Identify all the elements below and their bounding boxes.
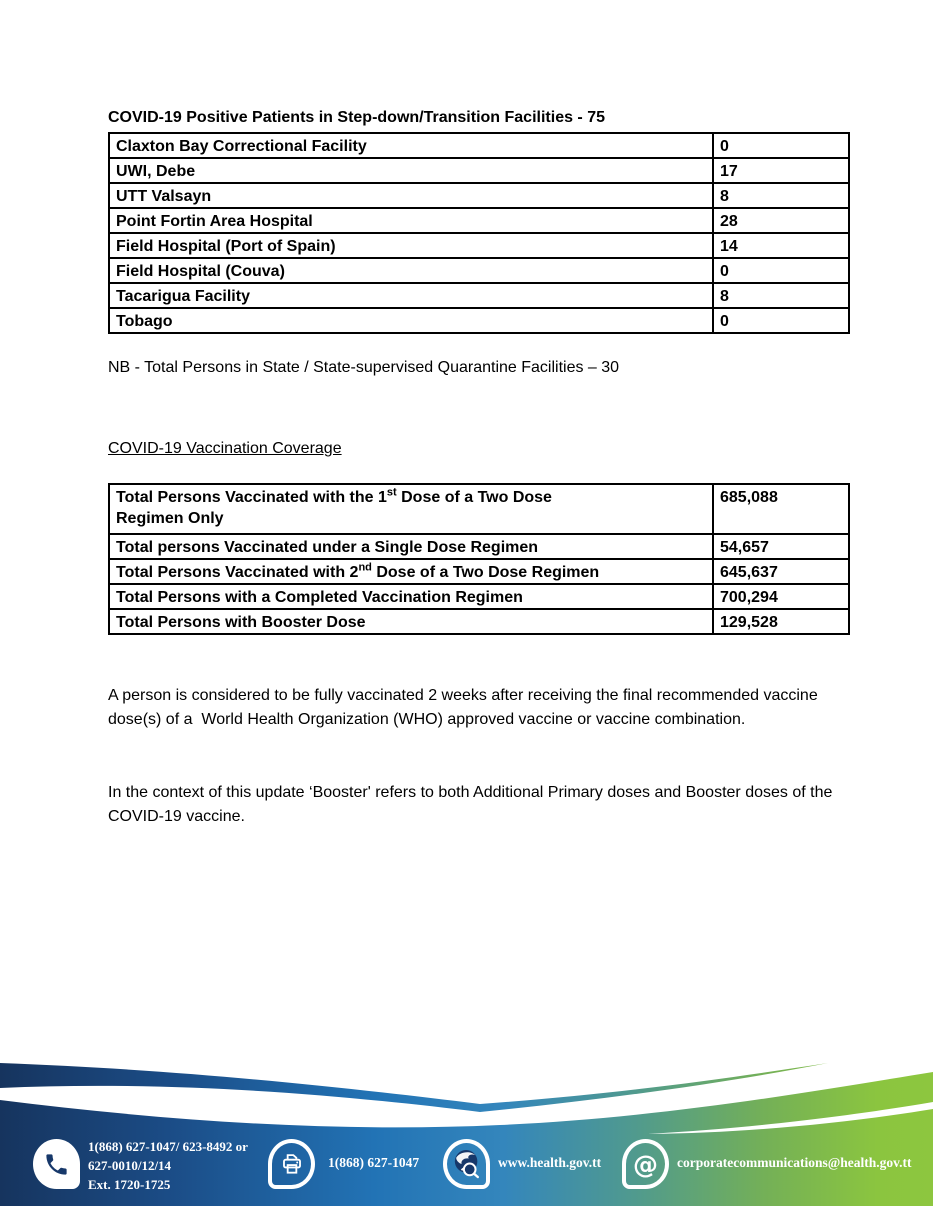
facility-name-cell: Point Fortin Area Hospital [109, 208, 713, 233]
stepdown-facilities-table [108, 132, 850, 334]
table-row [109, 133, 849, 158]
phone-line: 627-0010/12/14 [88, 1158, 172, 1173]
table-row [109, 609, 849, 634]
fully-vaccinated-note: A person is considered to be fully vaccinated 2 weeks after receiving the final recommended vaccine dose(s) of a World Health Organization (WHO) approved vaccine or vaccine combination. [108, 687, 823, 728]
facility-name-cell: Field Hospital (Port of Spain) [109, 233, 713, 258]
globe-icon [443, 1139, 490, 1189]
phone-icon [33, 1139, 80, 1189]
metric-label-superscript: nd [358, 561, 372, 574]
fax-number: 1(868) 627-1047 [328, 1155, 420, 1170]
metric-label: Total Persons with Booster Dose [116, 614, 366, 631]
table-row [109, 208, 849, 233]
facility-name-cell: Field Hospital (Couva) [109, 258, 713, 283]
website-url: www.health.gov.tt [498, 1155, 602, 1170]
phone-line: Ext. 1720-1725 [88, 1177, 171, 1192]
facility-count-cell: 8 [713, 183, 849, 208]
facility-count-cell: 0 [713, 258, 849, 283]
metric-label: Total Persons Vaccinated with 2 [116, 564, 359, 581]
facility-count-cell: 17 [713, 158, 849, 183]
metric-label-line2: Regimen Only [116, 510, 224, 527]
metric-label: Total Persons Vaccinated with the 1 [116, 489, 387, 506]
table-row [109, 534, 849, 559]
table-row [109, 183, 849, 208]
table-row [109, 258, 849, 283]
email-address: corporatecommunications@health.gov.tt [677, 1155, 912, 1170]
footer-upper-swoosh [0, 1063, 828, 1112]
vaccination-value-cell: 700,294 [713, 584, 849, 609]
table-row [109, 283, 849, 308]
vaccination-coverage-heading: COVID-19 Vaccination Coverage [108, 440, 342, 457]
table-row [109, 233, 849, 258]
table-row [109, 158, 849, 183]
vaccination-metric-cell [109, 609, 713, 634]
table-row [109, 308, 849, 333]
vaccination-value-cell: 685,088 [713, 484, 849, 534]
table-row [109, 584, 849, 609]
booster-definition-note: In the context of this update ‘Booster' refers to both Additional Primary doses and Booster doses of the COVID-19 vaccine. [108, 784, 837, 825]
vaccination-metric-cell [109, 534, 713, 559]
vaccination-coverage-table [108, 483, 850, 635]
facility-name-cell: UWI, Debe [109, 158, 713, 183]
stepdown-table-title: COVID-19 Positive Patients in Step-down/Transition Facilities - 75 [108, 109, 605, 126]
vaccination-value-cell: 129,528 [713, 609, 849, 634]
facility-count-cell: 8 [713, 283, 849, 308]
at-glyph: @ [633, 1149, 658, 1179]
facility-count-cell: 0 [713, 308, 849, 333]
phone-line: 1(868) 627-1047/ 623-8492 or [88, 1139, 248, 1154]
nb-note: NB - Total Persons in State / State-supervised Quarantine Facilities – 30 [108, 359, 620, 376]
facility-count-cell: 28 [713, 208, 849, 233]
metric-label-cont: Dose of a Two Dose [396, 489, 552, 506]
metric-label: Total Persons with a Completed Vaccination Regimen [116, 589, 523, 606]
facility-count-cell: 0 [713, 133, 849, 158]
vaccination-value-cell: 645,637 [713, 559, 849, 584]
facility-name-cell: Tobago [109, 308, 713, 333]
vaccination-metric-cell [109, 559, 713, 584]
facility-name-cell: Claxton Bay Correctional Facility [109, 133, 713, 158]
facility-name-cell: Tacarigua Facility [109, 283, 713, 308]
fax-icon [268, 1139, 315, 1189]
vaccination-metric-cell [109, 584, 713, 609]
metric-label: Total persons Vaccinated under a Single Dose Regimen [116, 539, 539, 556]
metric-label-cont: Dose of a Two Dose Regimen [371, 564, 600, 581]
facility-name-cell: UTT Valsayn [109, 183, 713, 208]
metric-label-superscript: st [386, 486, 397, 499]
vaccination-value-cell: 54,657 [713, 534, 849, 559]
at-icon [622, 1139, 669, 1189]
vaccination-metric-cell [109, 484, 713, 534]
table-row [109, 484, 849, 534]
table-row [109, 559, 849, 584]
facility-count-cell: 14 [713, 233, 849, 258]
phone-numbers [88, 1137, 248, 1194]
